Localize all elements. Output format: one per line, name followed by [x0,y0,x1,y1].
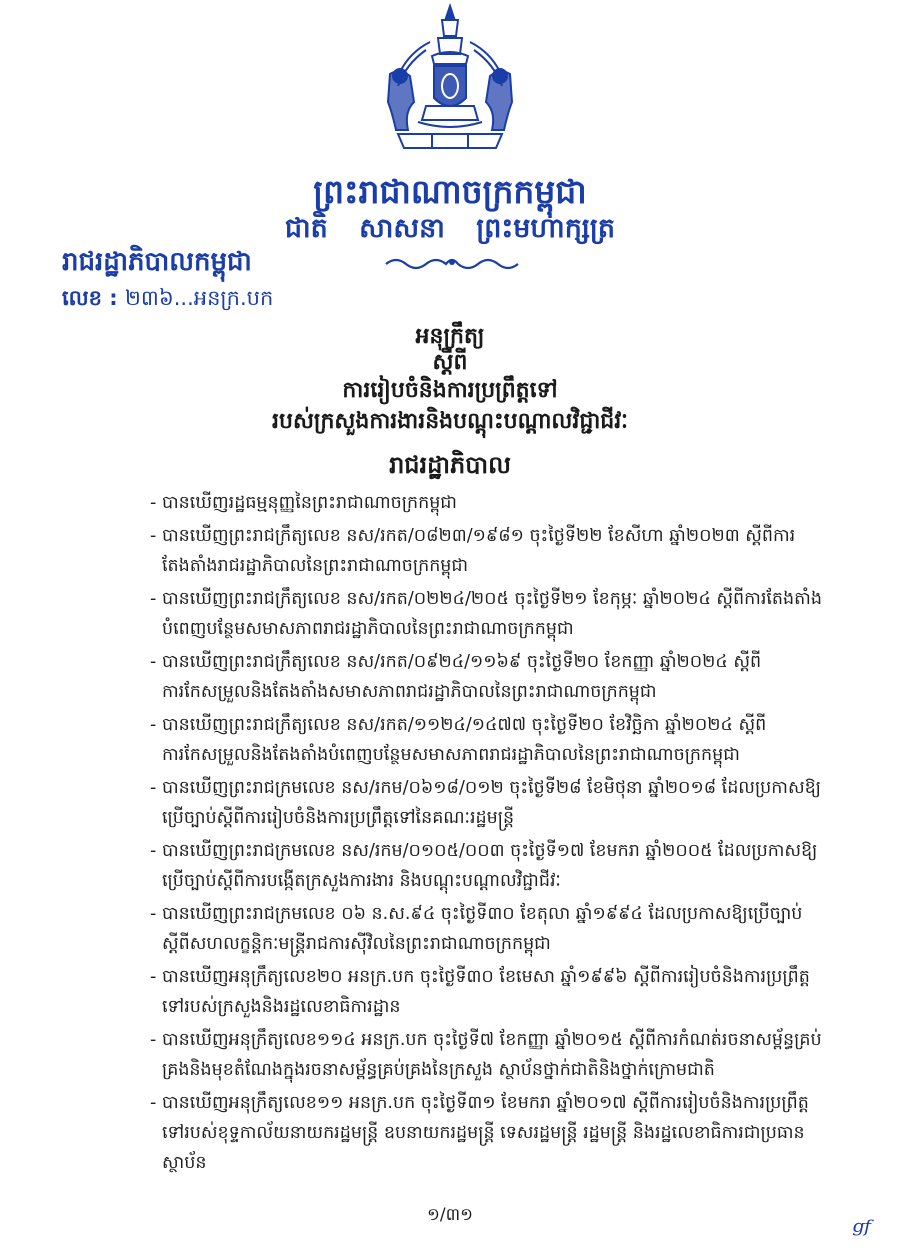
divider-ornament-icon [382,252,522,272]
list-item: - បានឃើញព្រះរាជក្រមលេខ នស/រកម/០១០៥/០០៣ ចុះថ្ងៃទី១៧ ខែមករា ឆ្នាំ២០០៥ ដែលប្រកាសឱ្យប្រើច្បាប់ស្តីពីការបង្កើតក្រសួងការងារ និងបណ្តុះបណ្តាលវិជ្ជាជីវៈ [150,836,830,896]
list-item: - បានឃើញអនុក្រឹត្យលេខ១១៤ អនក្រ.បក ចុះថ្ងៃទី៧ ខែកញ្ញា ឆ្នាំ២០១៥ ស្តីពីការកំណត់រចនាសម្ព័ន្ធគ្រប់គ្រងនិងមុខតំណែងក្នុងរចនាសម្ព័ន្ធគ្រប់គ្រងនៃក្រសួង ស្ថាប័នថ្នាក់ជាតិនិងថ្នាក់ក្រោមជាតិ [150,1025,830,1085]
list-item: - បានឃើញរដ្ឋធម្មនុញ្ញនៃព្រះរាជាណាចក្រកម្ពុជា [150,488,830,518]
national-motto: ជាតិ សាសនា ព្រះមហាក្សត្រ [284,213,616,244]
document-number-value: ២៣៦...អនក្រ.បក [125,286,274,310]
initials-mark: ᵍᶠ [852,1215,871,1250]
list-item: - បានឃើញព្រះរាជក្រឹត្យលេខ នស/រកត/០២២៤/២០៥ ចុះថ្ងៃទី២១ ខែកុម្ភៈ ឆ្នាំ២០២៤ ស្តីពីការតែងតាំងបំពេញបន្ថែមសមាសភាពរាជរដ្ឋាភិបាលនៃព្រះរាជាណាចក្រកម្ពុជា [150,584,830,644]
page-number: ១/៣១ [427,1205,473,1225]
title-line-3: ការរៀបចំនិងការប្រព្រឹត្តទៅ [342,378,558,403]
document-number-label: លេខ : [62,286,118,310]
title-line-2: ស្តីពី [432,350,468,375]
list-item: - បានឃើញព្រះរាជក្រឹត្យលេខ នស/រកត/០៨២៣/១៩៨១ ចុះថ្ងៃទី២២ ខែសីហា ឆ្នាំ២០២៣ ស្តីពីការតែងតាំងរាជរដ្ឋាភិបាលនៃព្រះរាជាណាចក្រកម្ពុជា [150,521,830,581]
title-line-1: អនុក្រឹត្យ [415,324,485,349]
section-heading: រាជរដ្ឋាភិបាល [389,451,511,479]
kingdom-title: ព្រះរាជាណាចក្រកម្ពុជា [313,172,587,211]
list-item: - បានឃើញអនុក្រឹត្យលេខ១១ អនក្រ.បក ចុះថ្ងៃទី៣១ ខែមករា ឆ្នាំ២០១៧ ស្តីពីការរៀបចំនិងការប្រព្រឹត្តទៅរបស់ខុទ្ទកាល័យនាយករដ្ឋមន្ត្រី ឧបនាយករដ្ឋមន្ត្រី ទេសរដ្ឋមន្ត្រី រដ្ឋមន្ត្រី និងរដ្ឋលេខាធិការជាប្រធានស្ថាប័ន [150,1088,830,1178]
title-line-4: របស់ក្រសួងការងារនិងបណ្តុះបណ្តាលវិជ្ជាជីវៈ [272,409,628,434]
list-item: - បានឃើញព្រះរាជក្រមលេខ នស/រកម/០៦១៨/០១២ ចុះថ្ងៃទី២៨ ខែមិថុនា ឆ្នាំ២០១៨ ដែលប្រកាសឱ្យប្រើច្បាប់ស្តីពីការរៀបចំនិងការប្រព្រឹត្តទៅនៃគណៈរដ្ឋមន្ត្រី [150,773,830,833]
royal-coat-of-arms-icon [370,2,530,162]
document-number [62,285,273,316]
government-name: រាជរដ្ឋាភិបាលកម្ពុជា [62,247,252,277]
list-item: - បានឃើញព្រះរាជក្រឹត្យលេខ នស/រកត/០៩២៤/១១៦៩ ចុះថ្ងៃទី២០ ខែកញ្ញា ឆ្នាំ២០២៤ ស្តីពីការកែសម្រួលនិងតែងតាំងសមាសភាពរាជរដ្ឋាភិបាលនៃព្រះរាជាណាចក្រកម្ពុជា [150,647,830,707]
list-item: - បានឃើញព្រះរាជក្រឹត្យលេខ នស/រកត/១១២៤/១៤៧៧ ចុះថ្ងៃទី២០ ខែវិច្ឆិកា ឆ្នាំ២០២៤ ស្តីពីការកែសម្រួលនិងតែងតាំងបំពេញបន្ថែមសមាសភាពរាជរដ្ឋាភិបាលនៃព្រះរាជាណាចក្រកម្ពុជា [150,710,830,770]
considerations-list [150,488,830,1181]
list-item: - បានឃើញព្រះរាជក្រមលេខ ០៦ ន.ស.៩៤ ចុះថ្ងៃទី៣០ ខែតុលា ឆ្នាំ១៩៩៤ ដែលប្រកាសឱ្យប្រើច្បាប់ស្តីពីសហលក្ខន្តិកៈមន្ត្រីរាជការស៊ីវិលនៃព្រះរាជាណាចក្រកម្ពុជា [150,899,830,959]
list-item: - បានឃើញអនុក្រឹត្យលេខ២០ អនក្រ.បក ចុះថ្ងៃទី៣០ ខែមេសា ឆ្នាំ១៩៩៦ ស្តីពីការរៀបចំនិងការប្រព្រឹត្តទៅរបស់ក្រសួងនិងរដ្ឋលេខាធិការដ្ឋាន [150,962,830,1022]
